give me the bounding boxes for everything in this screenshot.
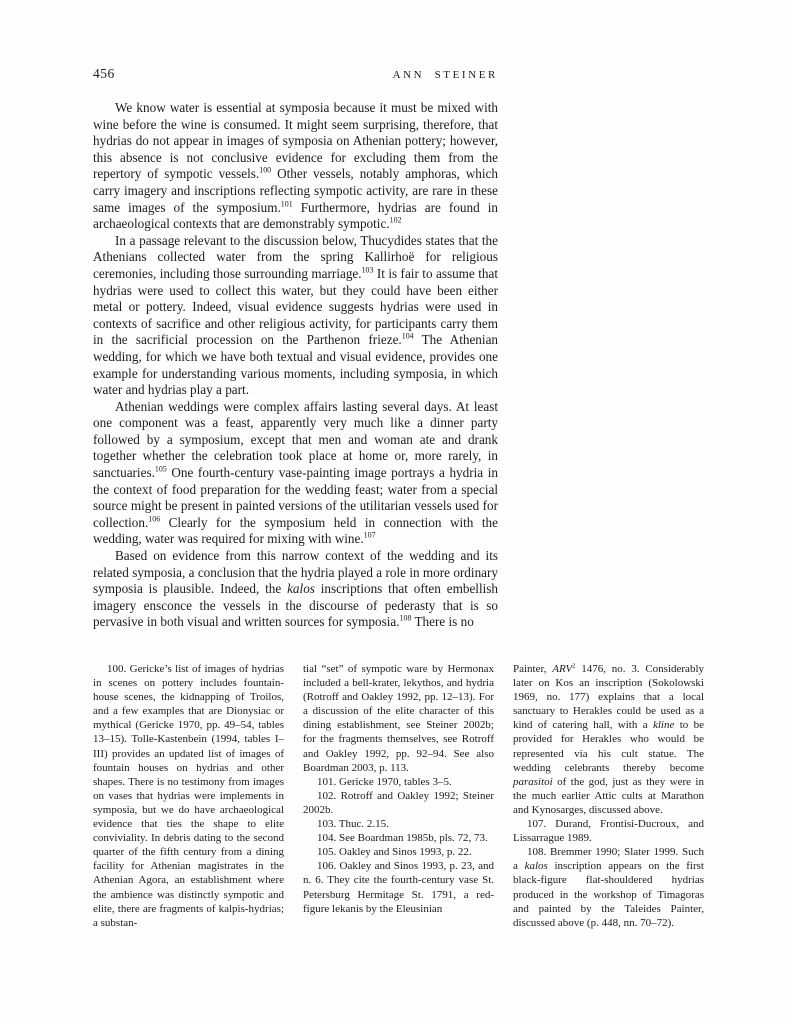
- footnote-ref: 2: [572, 662, 576, 670]
- footnote-column-3: [513, 662, 704, 930]
- text-run: Based on evidence from this narrow context of the wedding and its related symposia, a conclusion that the hydria played a role in more ordinary symposia is plausible. Indeed, the: [93, 548, 498, 597]
- text-run: to be provided for Herakles who would be represented via his cult statue. The wedding celebrants thereby become: [513, 719, 704, 774]
- page-number: 456: [93, 66, 115, 81]
- text-run: The Athenian wedding, for which we have both textual and visual evidence, provides one example for understanding various moments, including symposia, in which water and hydrias play a part.: [93, 332, 499, 398]
- text-run: Athenian weddings were complex affairs lasting several days. At least one component was a feast, apparently very much like a dinner party followed by a symposium, except that men and woman ate and drank together whether the celebration took place at home or, more rarely, in sanctuaries.: [93, 398, 498, 481]
- running-head-author: ANN STEINER: [392, 69, 498, 81]
- text-run: Furthermore, hydrias are found in archaeological contexts that are demonstrably sympotic.: [93, 199, 498, 232]
- text-run: inscription appears on the first black-figure flat-shouldered hydrias produced in the workshop of Timagoras and painted by the Taleides Painter, discussed above (p. 448, nn. 70–72).: [513, 860, 704, 929]
- footnotes-section: [93, 662, 705, 930]
- footnote-ref: 100: [259, 165, 272, 175]
- footnote-ref: 107: [363, 531, 376, 541]
- text-run: One fourth-century vase-painting image portrays a hydria in the context of food preparation for the wedding feast; water from a special source might be present in painted versions of the utilitarian vessels used for collection.: [93, 465, 498, 530]
- footnote-column-2: [303, 662, 494, 930]
- paragraph: [93, 100, 498, 233]
- text-run: 108. Bremmer 1990; Slater 1999. Such a: [513, 846, 704, 873]
- text-run: 106. Oakley and Sinos 1993, p. 23, and n. 6. They cite the fourth-century vase St. Petersburg Hermitage St. 1791, a red-figure lekanis by the Eleusinian: [303, 860, 494, 915]
- text-run: Painter,: [513, 663, 553, 675]
- footnote-ref: 105: [154, 464, 167, 474]
- text-run: 100. Gericke’s list of images of hydrias in scenes on pottery includes fountain-house scenes, the kidnapping of Troilos, and a few examples that are Dionysiac or mythical (Gericke 1970, pp. 49–54, tables 13–15). Tolle-Kastenbein (1994, tables I–III) provides an updated list of images of fountain houses on hydrias and other shapes. There is no testimony from images on vases that hydrias were implements in symposia, but we do have archaeological evidence that ties the shape to elite conviviality. In debris dating to the second quarter of the fifth century from a dining facility for Athenian magistrates in the Athenian Agora, an establishment where the ambience was distinctly sympotic and elite, there are fragments of kalpis-hydrias; a substan-: [93, 663, 284, 929]
- paragraph: [93, 399, 498, 548]
- text-run: There is no: [411, 614, 474, 630]
- italic-text: kalos: [287, 581, 315, 597]
- footnote-item: [303, 859, 494, 915]
- footnote-ref: 103: [361, 265, 374, 275]
- footnote-ref: 106: [148, 514, 161, 524]
- footnote-item: [93, 662, 284, 930]
- body-text: [93, 100, 498, 631]
- text-run: We know water is essential at symposia because it must be mixed with wine before the wine is consumed. It might seem surprising, therefore, that hydrias do not appear in images of symposia on Athenian pottery; however, this absence is not conclusive evidence for excluding them from the repertory of sympotic vessels.: [93, 100, 498, 182]
- footnote-ref: 101: [280, 199, 293, 209]
- footnote-item: [513, 845, 704, 930]
- footnote-item: [513, 817, 704, 845]
- footnote-continuation: [303, 662, 494, 775]
- footnote-column-1: [93, 662, 284, 930]
- text-run: In a passage relevant to the discussion below, Thucydides states that the Athenians collected water from the spring Kallirhoë for religious ceremonies, including those surrounding marriage.: [93, 232, 498, 281]
- italic-text: ARV: [552, 663, 573, 675]
- text-run: 103. Thuc. 2.15.: [317, 818, 389, 831]
- text-run: 104. See Boardman 1985b, pls. 72, 73.: [317, 832, 488, 845]
- text-run: 1476, no. 3. Considerably later on Kos an inscription (Sokolowski 1969, no. 177) explains that a local sanctuary to Herakles could be used as a kind of catering hall, with a: [513, 663, 704, 732]
- footnote-ref: 104: [401, 331, 414, 341]
- footnote-ref: 102: [389, 215, 402, 225]
- italic-text: parasitoi: [513, 775, 553, 788]
- italic-text: kline: [652, 719, 675, 732]
- footnote-item: [303, 845, 494, 859]
- italic-text: kalos: [524, 860, 548, 873]
- footnote-item: [303, 817, 494, 831]
- text-run: It is fair to assume that hydrias were used to collect this water, but they could have been either metal or pottery. Indeed, visual evidence suggests hydrias were used in contexts of sacrifice and other religious activity, for participants carry them in the sacrificial procession on the Parthenon frieze.: [93, 265, 498, 348]
- footnote-continuation: [513, 662, 704, 817]
- text-run: Other vessels, notably amphoras, which carry imagery and inscriptions reflecting sympotic activity, are rare in these same images of the symposium.: [93, 166, 498, 215]
- text-run: tial “set” of sympotic ware by Hermonax included a bell-krater, lekythos, and hydria (Rotroff and Oakley 1992, pp. 12–13). For a discussion of the elite character of this dining establishment, see Steiner 2002b; for the fragments themselves, see Rotroff and Oakley 1992, pp. 92–94. See also Boardman 2003, p. 113.: [303, 663, 494, 774]
- footnote-item: [303, 789, 494, 817]
- text-run: 102. Rotroff and Oakley 1992; Steiner 2002b.: [303, 789, 494, 816]
- text-run: 105. Oakley and Sinos 1993, p. 22.: [317, 846, 472, 859]
- text-run: Clearly for the symposium held in connection with the wedding, water was required for mixing with wine.: [93, 514, 498, 547]
- text-run: of the god, just as they were in the much earlier Attic cults at Marathon and Kynosarges, discussed above.: [513, 775, 704, 816]
- page-header: [93, 66, 498, 82]
- paragraph: [93, 233, 498, 399]
- text-run: 101. Gericke 1970, tables 3–5.: [317, 775, 452, 788]
- footnote-ref: 108: [399, 614, 412, 624]
- text-run: inscriptions that often embellish imagery ensconce the vessels in the discourse of pederasty that is so pervasive in both visual and written sources for symposia.: [93, 581, 499, 630]
- text-run: 107. Durand, Frontisi-Ducroux, and Lissarrague 1989.: [513, 818, 704, 845]
- footnote-item: [303, 831, 494, 845]
- footnote-item: [303, 775, 494, 789]
- paragraph: [93, 548, 498, 631]
